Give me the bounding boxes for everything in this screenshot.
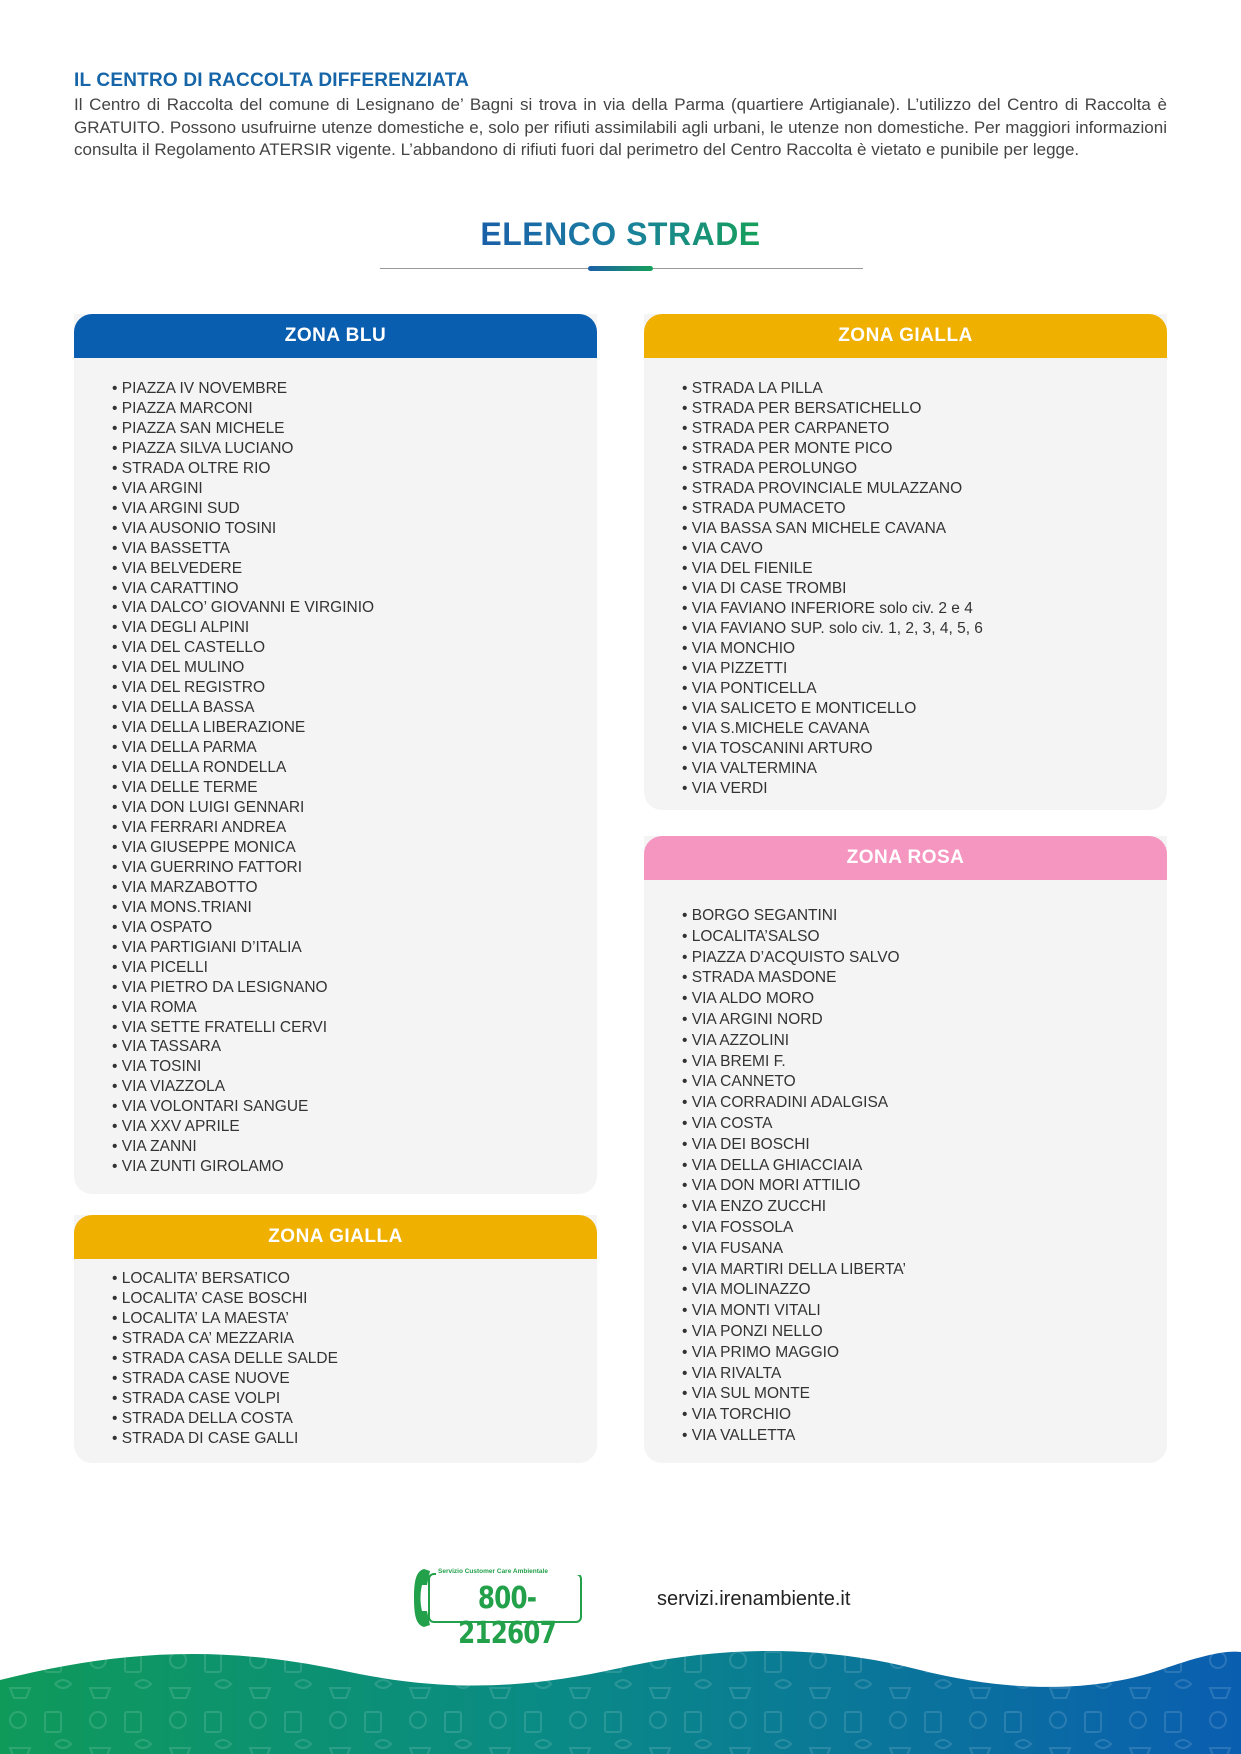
zone-gialla-right	[644, 314, 1167, 810]
street-item: • VIA DEL REGISTRO	[112, 678, 597, 698]
street-item: • LOCALITA’ LA MAESTA’	[112, 1309, 597, 1329]
street-item: • VIA BREMI F.	[682, 1052, 1167, 1073]
street-item: • VIA S.MICHELE CAVANA	[682, 719, 1167, 739]
zone-gialla-right-label: ZONA GIALLA	[838, 325, 973, 346]
street-item: • LOCALITA’SALSO	[682, 927, 1167, 948]
street-item: • PIAZZA SAN MICHELE	[112, 419, 597, 439]
street-item: • VIA DELLA RONDELLA	[112, 758, 597, 778]
street-item: • PIAZZA D’ACQUISTO SALVO	[682, 948, 1167, 969]
street-item: • VIA VALTERMINA	[682, 759, 1167, 779]
street-item: • VIA VIAZZOLA	[112, 1077, 597, 1097]
street-item: • VIA PIETRO DA LESIGNANO	[112, 978, 597, 998]
street-item: • VIA SUL MONTE	[682, 1384, 1167, 1405]
zone-rosa-header	[644, 836, 1167, 880]
street-item: • VIA DEL MULINO	[112, 658, 597, 678]
street-item: • VIA ALDO MORO	[682, 989, 1167, 1010]
street-item: • STRADA CASE NUOVE	[112, 1369, 597, 1389]
street-item: • VIA FERRARI ANDREA	[112, 818, 597, 838]
street-item: • VIA MARZABOTTO	[112, 878, 597, 898]
street-item: • VIA DELLA BASSA	[112, 698, 597, 718]
street-item: • STRADA DI CASE GALLI	[112, 1429, 597, 1449]
street-item: • VIA PONTICELLA	[682, 679, 1167, 699]
street-item: • VIA FUSANA	[682, 1239, 1167, 1260]
street-item: • STRADA PROVINCIALE MULAZZANO	[682, 479, 1167, 499]
zone-gialla-right-list	[644, 358, 1167, 799]
street-item: • VIA DEGLI ALPINI	[112, 618, 597, 638]
street-item: • BORGO SEGANTINI	[682, 906, 1167, 927]
street-item: • LOCALITA’ CASE BOSCHI	[112, 1289, 597, 1309]
zone-rosa-list	[644, 880, 1167, 1447]
phone-caption: Servizio Customer Care Ambientale	[436, 1568, 580, 1575]
street-item: • STRADA DELLA COSTA	[112, 1409, 597, 1429]
street-item: • VIA DEL FIENILE	[682, 559, 1167, 579]
street-item: • VIA TORCHIO	[682, 1405, 1167, 1426]
title-accent	[588, 266, 653, 271]
street-item: • VIA GIUSEPPE MONICA	[112, 838, 597, 858]
street-item: • VIA VALLETTA	[682, 1426, 1167, 1447]
page-title: ELENCO STRADE	[480, 216, 761, 252]
street-item: • STRADA PUMACETO	[682, 499, 1167, 519]
intro-heading: IL CENTRO DI RACCOLTA DIFFERENZIATA	[74, 70, 470, 91]
street-item: • VIA FOSSOLA	[682, 1218, 1167, 1239]
zone-gialla-left	[74, 1215, 597, 1463]
street-item: • STRADA OLTRE RIO	[112, 459, 597, 479]
street-item: • VIA OSPATO	[112, 918, 597, 938]
street-item: • VIA FAVIANO INFERIORE solo civ. 2 e 4	[682, 599, 1167, 619]
zone-gialla-left-header	[74, 1215, 597, 1259]
street-item: • VIA RIVALTA	[682, 1364, 1167, 1385]
street-item: • STRADA PER BERSATICHELLO	[682, 399, 1167, 419]
street-item: • VIA DELLA PARMA	[112, 738, 597, 758]
street-item: • VIA VERDI	[682, 779, 1167, 799]
street-item: • VIA MONTI VITALI	[682, 1301, 1167, 1322]
title-wrap	[0, 216, 1241, 253]
street-item: • VIA DELLA GHIACCIAIA	[682, 1156, 1167, 1177]
street-item: • VIA SALICETO E MONTICELLO	[682, 699, 1167, 719]
street-item: • PIAZZA MARCONI	[112, 399, 597, 419]
street-item: • VIA ARGINI SUD	[112, 499, 597, 519]
street-item: • VIA TOSCANINI ARTURO	[682, 739, 1167, 759]
zone-rosa	[644, 836, 1167, 1463]
street-item: • VIA ROMA	[112, 998, 597, 1018]
intro-text: Il Centro di Raccolta del comune di Lesignano de’ Bagni si trova in via della Parma (quartiere Artigianale). L’utilizzo del Centro di Raccolta è GRATUITO. Possono usufruirne utenze domestiche e, solo per rifiuti assimilabili agli urbani, le utenze non domestiche. Per maggiori informazioni consulta il Regolamento ATERSIR vigente. L’abbandono di rifiuti fuori dal perimetro del Centro Raccolta è vietato e punibile per legge.	[74, 95, 1167, 159]
street-item: • STRADA PER MONTE PICO	[682, 439, 1167, 459]
street-item: • VIA DALCO’ GIOVANNI E VIRGINIO	[112, 598, 597, 618]
street-item: • STRADA CASA DELLE SALDE	[112, 1349, 597, 1369]
street-item: • LOCALITA’ BERSATICO	[112, 1269, 597, 1289]
street-item: • VIA ZANNI	[112, 1137, 597, 1157]
zone-gialla-right-header	[644, 314, 1167, 358]
decorative-wave	[0, 1640, 1241, 1754]
zone-blu	[74, 314, 597, 1194]
street-item: • VIA PONZI NELLO	[682, 1322, 1167, 1343]
street-item: • VIA AZZOLINI	[682, 1031, 1167, 1052]
street-item: • VIA CARATTINO	[112, 579, 597, 599]
street-item: • VIA DELLA LIBERAZIONE	[112, 718, 597, 738]
street-item: • VIA VOLONTARI SANGUE	[112, 1097, 597, 1117]
zone-blu-header	[74, 314, 597, 358]
street-item: • VIA MOLINAZZO	[682, 1280, 1167, 1301]
street-item: • VIA PICELLI	[112, 958, 597, 978]
zone-rosa-label: ZONA ROSA	[846, 847, 965, 868]
street-item: • VIA FAVIANO SUP. solo civ. 1, 2, 3, 4, 5, 6	[682, 619, 1167, 639]
zone-blu-list	[74, 358, 597, 1177]
street-item: • VIA DON MORI ATTILIO	[682, 1176, 1167, 1197]
street-item: • VIA MONS.TRIANI	[112, 898, 597, 918]
street-item: • VIA CANNETO	[682, 1072, 1167, 1093]
street-item: • VIA PARTIGIANI D’ITALIA	[112, 938, 597, 958]
street-item: • VIA AUSONIO TOSINI	[112, 519, 597, 539]
street-item: • VIA DEL CASTELLO	[112, 638, 597, 658]
street-item: • STRADA MASDONE	[682, 968, 1167, 989]
street-item: • PIAZZA SILVA LUCIANO	[112, 439, 597, 459]
street-item: • VIA CAVO	[682, 539, 1167, 559]
zone-blu-label: ZONA BLU	[284, 325, 387, 346]
street-item: • VIA ENZO ZUCCHI	[682, 1197, 1167, 1218]
street-item: • VIA DI CASE TROMBI	[682, 579, 1167, 599]
street-item: • VIA TOSINI	[112, 1057, 597, 1077]
street-item: • VIA ARGINI	[112, 479, 597, 499]
street-item: • VIA BASSETTA	[112, 539, 597, 559]
street-item: • VIA ARGINI NORD	[682, 1010, 1167, 1031]
phone-number: 800-212607	[458, 1581, 556, 1651]
street-item: • VIA COSTA	[682, 1114, 1167, 1135]
phone-badge[interactable]	[412, 1567, 584, 1651]
street-item: • STRADA CA’ MEZZARIA	[112, 1329, 597, 1349]
street-item: • VIA PRIMO MAGGIO	[682, 1343, 1167, 1364]
intro-section	[74, 70, 1167, 162]
street-item: • VIA DELLE TERME	[112, 778, 597, 798]
website-link[interactable]: servizi.irenambiente.it	[657, 1588, 851, 1610]
street-item: • VIA BELVEDERE	[112, 559, 597, 579]
street-item: • VIA MONCHIO	[682, 639, 1167, 659]
street-item: • VIA PIZZETTI	[682, 659, 1167, 679]
street-item: • PIAZZA IV NOVEMBRE	[112, 379, 597, 399]
street-item: • VIA TASSARA	[112, 1037, 597, 1057]
street-item: • STRADA PEROLUNGO	[682, 459, 1167, 479]
street-item: • VIA DON LUIGI GENNARI	[112, 798, 597, 818]
street-item: • VIA MARTIRI DELLA LIBERTA’	[682, 1260, 1167, 1281]
street-item: • VIA ZUNTI GIROLAMO	[112, 1157, 597, 1177]
street-item: • VIA GUERRINO FATTORI	[112, 858, 597, 878]
street-item: • VIA CORRADINI ADALGISA	[682, 1093, 1167, 1114]
street-item: • STRADA PER CARPANETO	[682, 419, 1167, 439]
street-item: • STRADA CASE VOLPI	[112, 1389, 597, 1409]
street-item: • VIA BASSA SAN MICHELE CAVANA	[682, 519, 1167, 539]
zone-gialla-left-list	[74, 1259, 597, 1449]
street-item: • VIA XXV APRILE	[112, 1117, 597, 1137]
street-item: • VIA DEI BOSCHI	[682, 1135, 1167, 1156]
street-item: • STRADA LA PILLA	[682, 379, 1167, 399]
street-item: • VIA SETTE FRATELLI CERVI	[112, 1018, 597, 1038]
zone-gialla-left-label: ZONA GIALLA	[268, 1226, 403, 1247]
